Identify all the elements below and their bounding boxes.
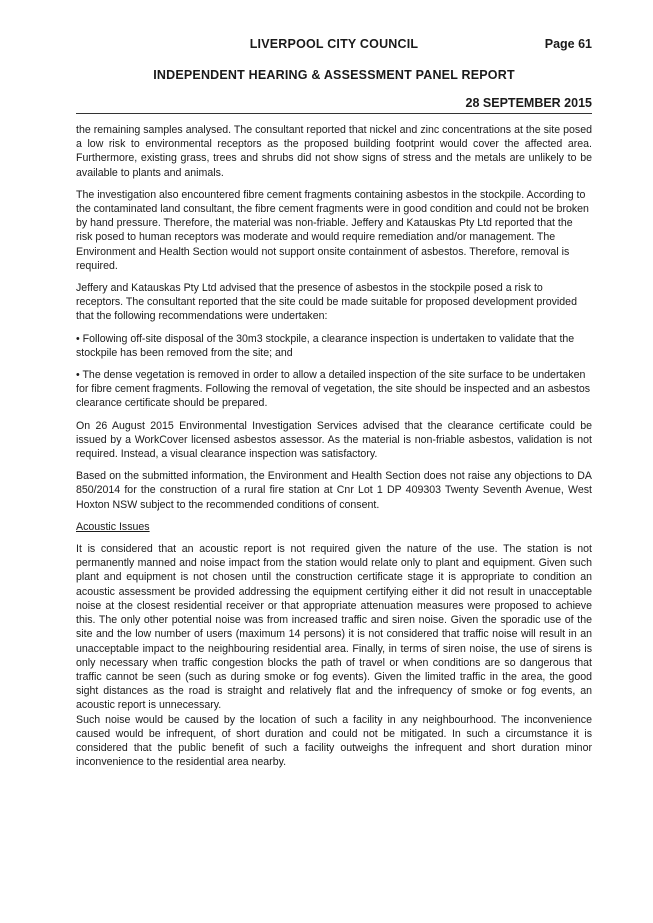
acoustic-issues-heading: Acoustic Issues (76, 520, 150, 533)
paragraph-no-objection: Based on the submitted information, the Environment and Health Section does not raise any objections to DA 850/2014 for the construction of a rural fire station at Cnr Lot 1 DP 409303 Twenty Seventh Avenue, West Hoxton NSW subject to the recommended conditions of consent. (76, 470, 592, 511)
report-title: INDEPENDENT HEARING & ASSESSMENT PANEL REPORT (153, 68, 515, 82)
bullet-vegetation-removal: • The dense vegetation is removed in order to allow a detailed inspection of the site surface to be undertaken for fibre cement fragments. Following the removal of vegetation, the site should be inspected and an asbestos clearance certificate should be prepared. (76, 369, 591, 410)
paragraph-clearance-certificate: On 26 August 2015 Environmental Investigation Services advised that the clearance certificate could be issued by a WorkCover licensed asbestos assessor. As the material is non-friable asbestos, validation is not required. Instead, a visual clearance inspection was satisfactory. (76, 419, 592, 461)
header-divider (76, 113, 592, 114)
paragraph-recommendations: Jeffery and Katauskas Pty Ltd advised that the presence of asbestos in the stockpile posed a risk to receptors. The consultant reported that the site could be made suitable for proposed development provided that the following recommendations were undertaken: (76, 282, 577, 323)
bullet-stockpile-clearance: • Following off-site disposal of the 30m3 stockpile, a clearance inspection is undertaken to validate that the stockpile has been removed from the site; and (76, 332, 575, 359)
paragraph-acoustic-assessment: It is considered that an acoustic report is not required given the nature of the use. The station is not permanently manned and noise impact from the station would relate only to plant and equipment. Given such plant and equipment is not chosen until the construction certificate stage it is appropriate to condition an acoustic assessment be provided addressing the equipment certifying either it did not result in unacceptable noise at the closest residential receiver or that appropriate attenuation measures were proposed to achieve this. The only other potential noise was from increased traffic and siren noise. Given the sporadic use of the site and the low number of users (maximum 14 persons) it is not considered that traffic noise will result in an unacceptable impact to the neighbouring residential area. Finally, in terms of siren noise, the use of sirens is only necessary when traffic congestion blocks the path of travel or when conditions are so dangerous that traffic cannot be seen (such as during smoke or fog events). Given the limited traffic in the area, the good sight distances as the road is straight and relatively flat and the infrequency of smoke or fog events, an acoustic report is unnecessary. (76, 543, 592, 712)
council-name: LIVERPOOL CITY COUNCIL (249, 37, 419, 51)
report-date: 28 SEPTEMBER 2015 (465, 96, 592, 110)
paragraph-noise-inconvenience: Such noise would be caused by the location of such a facility in any neighbourhood. The inconvenience caused would be infrequent, of short duration and could not be mitigated. In such a circumstance it is considered that the public benefit of such a facility outweighs the infrequent and short duration minor inconvenience to the residential area nearby. (76, 713, 592, 769)
report-body (76, 123, 592, 777)
paragraph-asbestos-fragments: The investigation also encountered fibre cement fragments containing asbestos in the stockpile. According to the contaminated land consultant, the fibre cement fragments were in good condition and could not be broken by hand pressure. Therefore, the material was non-friable. Jeffery and Katauskas Pty Ltd reported that the risk posed to human receptors was moderate and would require remediation and/or management. The Environment and Health Section would not support onsite containment of asbestos. Therefore, removal is required. (76, 188, 589, 272)
paragraph-metals: the remaining samples analysed. The consultant reported that nickel and zinc concentrations at the site posed a low risk to environmental receptors as the proposed building footprint would cover the affected area. Furthermore, existing grass, trees and shrubs did not show signs of stress and the metals are unlikely to be available to plants and animals. (76, 124, 592, 179)
page-number: Page 61 (544, 37, 592, 51)
